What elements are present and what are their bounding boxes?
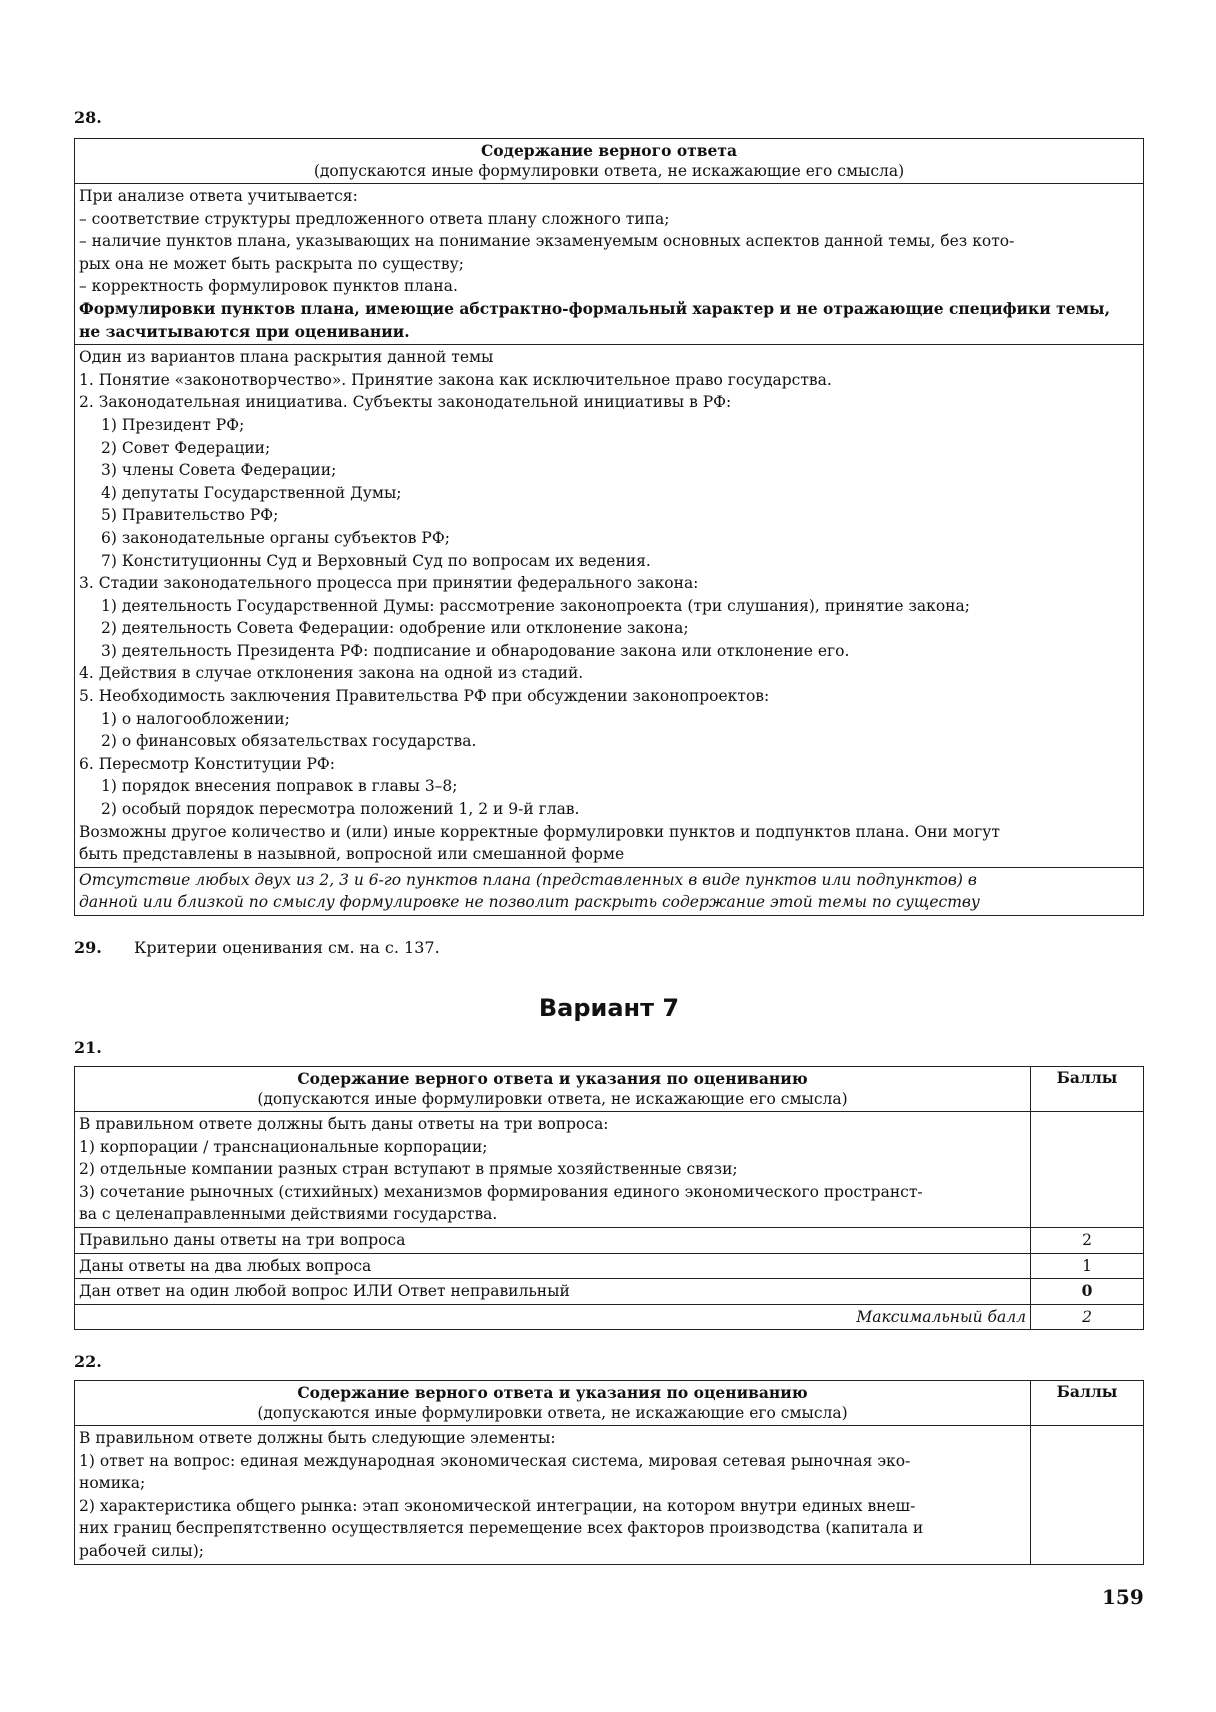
plan-subline: 1) порядок внесения поправок в главы 3–8; [101, 777, 458, 796]
answer-line: В правильном ответе должны быть даны ответы на три вопроса: [79, 1115, 609, 1133]
plan-line: 1. Понятие «законотворчество». Принятие закона как исключительное право государства. [79, 370, 832, 389]
q21-table [74, 1066, 1144, 1330]
criteria-line: – корректность формулировок пунктов плана. [79, 277, 458, 296]
criteria-line: При анализе ответа учитывается: [79, 187, 358, 205]
q21-row-text: Даны ответы на два любых вопроса [75, 1253, 1031, 1279]
answer-line: 2) характеристика общего рынка: этап экономической интеграции, на котором внутри единых внеш- [79, 1496, 916, 1515]
q28-note [75, 867, 1144, 915]
q22-header-subtitle: (допускаются иные формулировки ответа, не искажающие его смысла) [257, 1404, 848, 1422]
page-number: 159 [1102, 1585, 1144, 1609]
plan-subline: 4) депутаты Государственной Думы; [101, 483, 402, 502]
question-number-21: 21. [74, 1038, 102, 1057]
plan-subline: 1) Президент РФ; [101, 415, 245, 434]
plan-line: Один из вариантов плана раскрытия данной темы [79, 348, 494, 367]
question-number-22: 22. [74, 1352, 102, 1371]
q21-answer-score [1031, 1112, 1144, 1228]
q21-row-score: 1 [1031, 1253, 1144, 1279]
q28-header-subtitle: (допускаются иные формулировки ответа, не искажающие его смысла) [313, 162, 905, 180]
plan-subline: 7) Конституционны Суд и Верховный Суд по вопросам их ведения. [101, 551, 651, 570]
answer-line: них границ беспрепятственно осуществляется перемещение всех факторов производства (капитала и [79, 1519, 924, 1538]
q29-text: Критерии оценивания см. на с. 137. [134, 938, 440, 957]
answer-line: 1) ответ на вопрос: единая международная экономическая система, мировая сетевая рыночная эко- [79, 1451, 911, 1470]
plan-subline: 1) о налогообложении; [101, 709, 290, 728]
q22-header [75, 1381, 1031, 1426]
question-number-29: 29. [74, 938, 102, 957]
q28-plan [75, 345, 1144, 868]
note-line: данной или близкой по смыслу формулировке не позволит раскрыть содержание этой темы по существу [79, 893, 980, 912]
plan-line: 3. Стадии законодательного процесса при принятии федерального закона: [79, 574, 699, 593]
q21-score-header: Баллы [1031, 1067, 1144, 1112]
q22-header-title: Содержание верного ответа и указания по оцениванию [297, 1383, 808, 1402]
variant-title: Вариант 7 [538, 994, 680, 1022]
answer-line: номика; [79, 1474, 146, 1493]
plan-subline: 2) особый порядок пересмотра положений 1, 2 и 9-й глав. [101, 800, 580, 819]
q21-answer [75, 1112, 1031, 1228]
criteria-bold-line: Формулировки пунктов плана, имеющие абстрактно-формальный характер и не отражающие специфики темы, [79, 298, 1110, 318]
plan-subline: 2) о финансовых обязательствах государства. [101, 732, 477, 751]
answer-line: ва с целенаправленными действиями государства. [79, 1205, 498, 1224]
q21-header-subtitle: (допускаются иные формулировки ответа, не искажающие его смысла) [257, 1090, 848, 1108]
answer-line: 2) отдельные компании разных стран вступают в прямые хозяйственные связи; [79, 1160, 738, 1179]
q21-row-score: 2 [1031, 1227, 1144, 1253]
q21-header-title: Содержание верного ответа и указания по оцениванию [297, 1069, 808, 1088]
criteria-bold-line: не засчитываются при оценивании. [79, 321, 410, 341]
plan-line: Возможны другое количество и (или) иные корректные формулировки пунктов и подпунктов плана. Они могут [79, 822, 1000, 841]
plan-subline: 6) законодательные органы субъектов РФ; [101, 528, 450, 547]
plan-subline: 5) Правительство РФ; [101, 506, 279, 525]
q21-row-text: Правильно даны ответы на три вопроса [75, 1227, 1031, 1253]
plan-subline: 2) деятельность Совета Федерации: одобрение или отклонение закона; [101, 619, 689, 638]
answer-line: рабочей силы); [79, 1541, 204, 1560]
q21-max-score: 2 [1031, 1304, 1144, 1330]
criteria-line: рых она не может быть раскрыта по существу; [79, 254, 464, 273]
note-line: Отсутствие любых двух из 2, 3 и 6-го пунктов плана (представленных в виде пунктов или подпунктов) в [79, 870, 977, 889]
criteria-line: – соответствие структуры предложенного ответа плану сложного типа; [79, 209, 670, 228]
criteria-line: – наличие пунктов плана, указывающих на понимание экзаменуемым основных аспектов данной темы, без кото- [79, 232, 1015, 251]
q21-row-text: Дан ответ на один любой вопрос ИЛИ Ответ неправильный [75, 1279, 1031, 1305]
plan-line: 2. Законодательная инициатива. Субъекты законодательной инициативы в РФ: [79, 393, 732, 412]
q28-criteria [75, 184, 1144, 345]
q21-max-label: Максимальный балл [75, 1304, 1031, 1330]
q28-table [74, 138, 1144, 916]
q21-row-score: 0 [1031, 1279, 1144, 1305]
plan-subline: 1) деятельность Государственной Думы: рассмотрение законопроекта (три слушания), принятие закона; [101, 596, 970, 615]
plan-line: 5. Необходимость заключения Правительства РФ при обсуждении законопроектов: [79, 687, 770, 706]
answer-line: В правильном ответе должны быть следующие элементы: [79, 1429, 556, 1447]
q22-answer [75, 1426, 1031, 1565]
plan-subline: 3) деятельность Президента РФ: подписание и обнародование закона или отклонение его. [101, 641, 850, 660]
plan-subline: 2) Совет Федерации; [101, 438, 271, 457]
q28-header-title: Содержание верного ответа [480, 141, 738, 160]
q22-score-header: Баллы [1031, 1381, 1144, 1426]
plan-line: быть представлены в назывной, вопросной или смешанной форме [79, 845, 625, 864]
q21-header [75, 1067, 1031, 1112]
q28-header [75, 139, 1144, 184]
answer-line: 3) сочетание рыночных (стихийных) механизмов формирования единого экономического пространст- [79, 1182, 923, 1201]
plan-line: 4. Действия в случае отклонения закона на одной из стадий. [79, 664, 584, 683]
question-29 [74, 938, 440, 957]
q22-table [74, 1380, 1144, 1565]
answer-line: 1) корпорации / транснациональные корпорации; [79, 1137, 488, 1156]
question-number-28: 28. [74, 108, 102, 127]
plan-line: 6. Пересмотр Конституции РФ: [79, 754, 336, 773]
q22-answer-score [1031, 1426, 1144, 1565]
plan-subline: 3) члены Совета Федерации; [101, 461, 337, 480]
